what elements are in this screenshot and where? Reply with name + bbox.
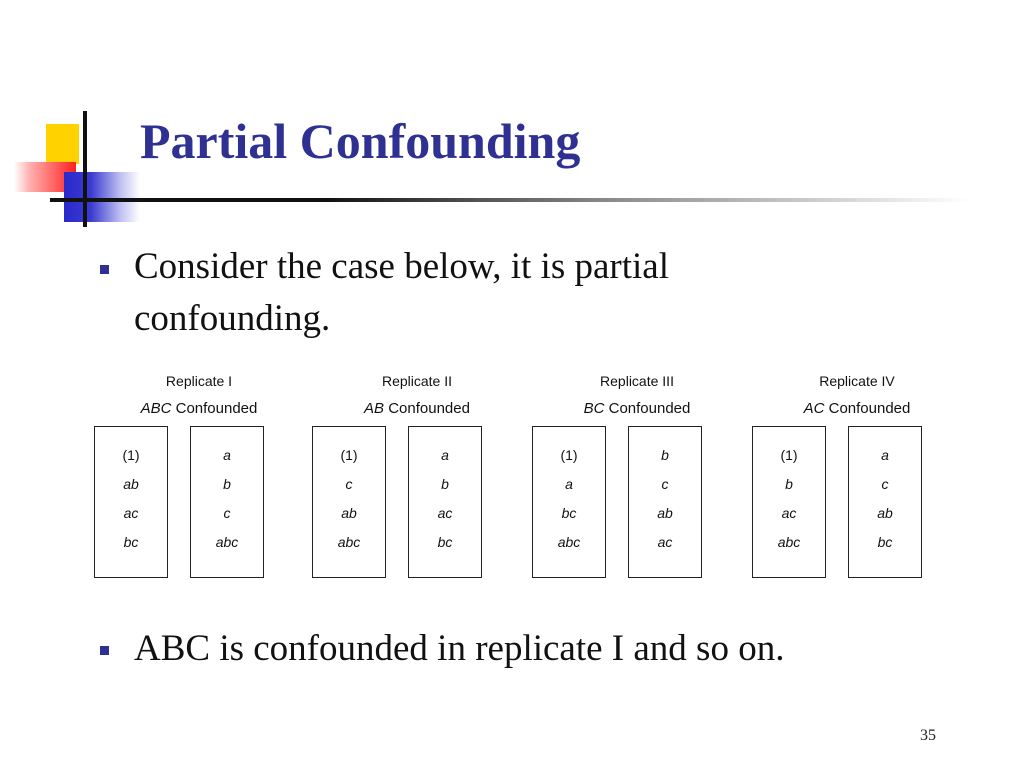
treatment-combination: bc	[877, 534, 893, 550]
bullet-text: ABC is confounded in replicate I and so on.	[134, 628, 785, 669]
treatment-combination: ac	[123, 505, 139, 521]
treatment-combination: abc	[777, 534, 801, 550]
treatment-combination: ab	[657, 505, 673, 521]
title-underline	[50, 198, 970, 202]
treatment-combination: abc	[337, 534, 361, 550]
replicate-group	[532, 372, 742, 582]
treatment-combination: ac	[781, 505, 797, 521]
treatment-combination: c	[661, 476, 669, 492]
replicate-group	[94, 372, 304, 582]
treatment-combination: ab	[877, 505, 893, 521]
confounded-word: Confounded	[175, 400, 258, 417]
confounded-effect: ABC	[140, 400, 172, 417]
treatment-combination: ac	[437, 505, 453, 521]
replicate-name: Replicate III	[600, 373, 674, 389]
treatment-combination: abc	[215, 534, 239, 550]
block-2	[190, 426, 264, 578]
treatment-combination: ab	[123, 476, 139, 492]
page-number: 35	[920, 727, 936, 744]
treatment-combination: bc	[561, 505, 577, 521]
replicate-name: Replicate IV	[819, 373, 895, 389]
block-2	[628, 426, 702, 578]
title-deco-yellow-square	[46, 124, 79, 164]
treatment-combination: c	[345, 476, 353, 492]
treatment-combination: a	[881, 447, 889, 463]
confounded-effect: AB	[364, 400, 385, 417]
treatment-combination: (1)	[340, 447, 358, 463]
replicate-confounded-label	[94, 400, 304, 417]
treatment-combination: bc	[437, 534, 453, 550]
replicate-confounded-label	[752, 400, 962, 417]
treatment-combination: bc	[123, 534, 139, 550]
treatment-combination: c	[881, 476, 889, 492]
replicate-group	[752, 372, 962, 582]
block-2	[408, 426, 482, 578]
treatment-combination: a	[565, 476, 573, 492]
replicate-confounded-label	[312, 400, 522, 417]
confounded-effect: AC	[803, 400, 825, 417]
treatment-combination: ac	[657, 534, 673, 550]
treatment-combination: b	[223, 476, 231, 492]
block-1	[752, 426, 826, 578]
confounded-effect: BC	[583, 400, 605, 417]
bullet-marker	[100, 265, 109, 274]
replicate-group	[312, 372, 522, 582]
block-1	[312, 426, 386, 578]
replicate-confounded-label	[532, 400, 742, 417]
replicate-name: Replicate II	[381, 373, 453, 389]
treatment-combination: b	[785, 476, 793, 492]
block-1	[532, 426, 606, 578]
confounded-word: Confounded	[388, 400, 470, 417]
treatment-combination: (1)	[780, 447, 798, 463]
title-deco-blue-bar	[64, 172, 140, 222]
block-1	[94, 426, 168, 578]
block-2	[848, 426, 922, 578]
confounded-word: Confounded	[828, 400, 911, 417]
confounded-word: Confounded	[608, 400, 691, 417]
treatment-combination: (1)	[560, 447, 578, 463]
replicate-name: Replicate I	[165, 373, 233, 389]
bullet-text: Consider the case below, it is partial confounding.	[134, 246, 669, 339]
treatment-combination: b	[441, 476, 449, 492]
treatment-combination: a	[223, 447, 231, 463]
treatment-combination: (1)	[122, 447, 140, 463]
bullet-marker	[100, 646, 109, 655]
treatment-combination: ab	[341, 505, 357, 521]
treatment-combination: abc	[557, 534, 581, 550]
title-deco-vertical-line	[83, 111, 87, 227]
treatment-combination: c	[223, 505, 231, 521]
treatment-combination: a	[441, 447, 449, 463]
slide-title: Partial Confounding	[140, 113, 581, 169]
treatment-combination: b	[661, 447, 669, 463]
